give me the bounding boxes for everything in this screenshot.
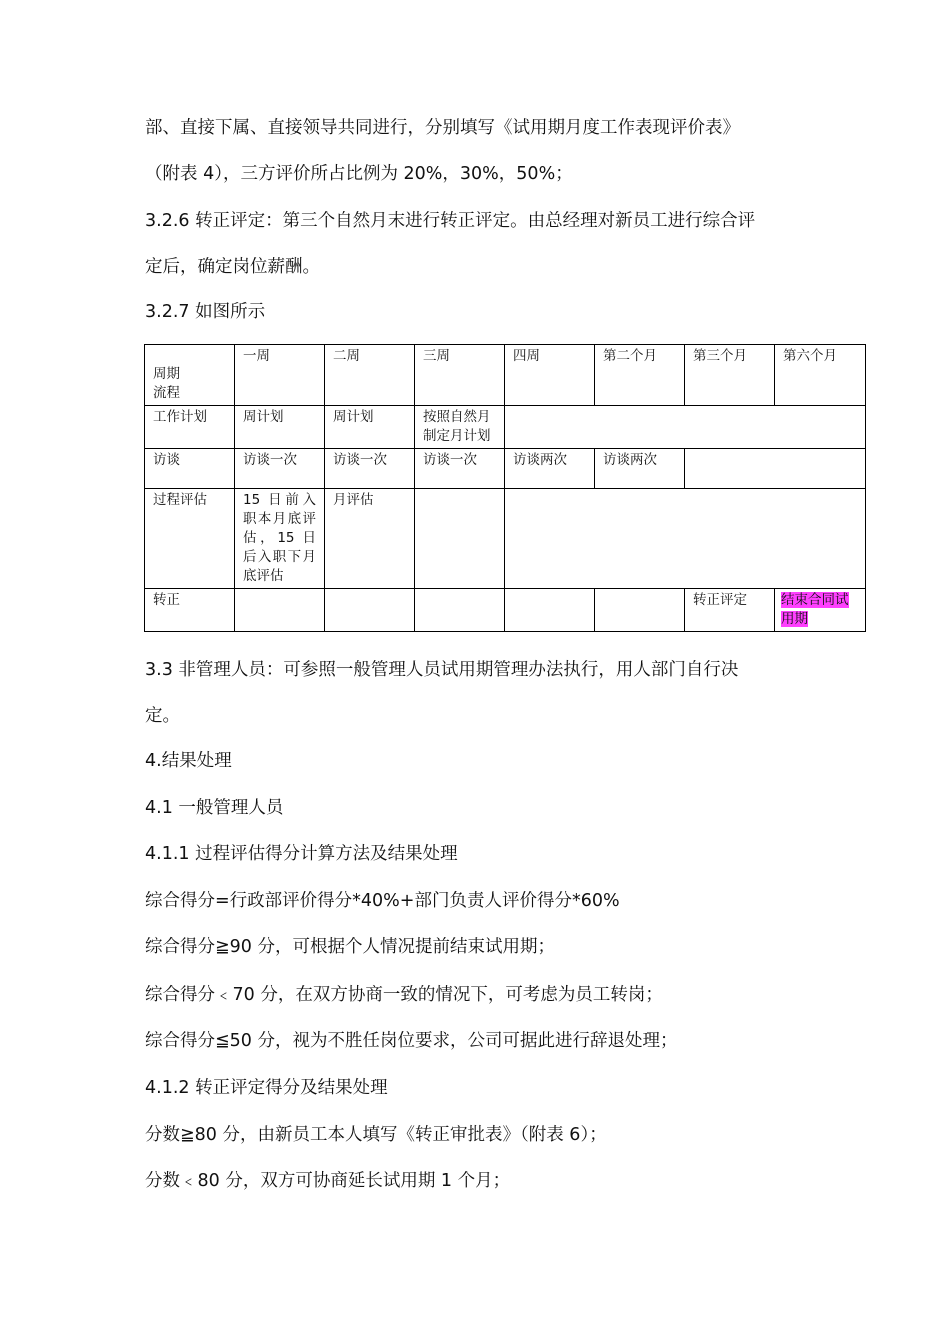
cell-plan-week-3 <box>415 406 505 449</box>
cell-assess-week-2: 月评估 <box>325 489 415 589</box>
header-week-2: 二周 <box>325 345 415 406</box>
paragraph-score-90: 综合得分≧90 分，可根据个人情况提前结束试用期； <box>145 937 555 957</box>
table-header-row <box>145 345 866 406</box>
paragraph-evaluation-parties: 部、直接下属、直接领导共同进行，分别填写《试用期月度工作表现评价表》 <box>145 118 740 138</box>
paragraph-3-3-cont: 定。 <box>145 706 180 726</box>
table-row-regularization <box>145 589 866 632</box>
cell-assess-week-1-line2: 职本月底评 <box>243 511 316 527</box>
corner-period-label: 周期 <box>153 366 180 382</box>
table-row-process-assessment <box>145 489 866 589</box>
cell-assess-week-1-line1: 15 日前入 <box>243 492 316 508</box>
header-month-2: 第二个月 <box>595 345 685 406</box>
cell-assess-week-1-line4: 后入职下月 <box>243 549 316 565</box>
cell-assess-week-1-line3: 估，15 日 <box>243 530 316 546</box>
row-label-work-plan: 工作计划 <box>145 406 235 449</box>
cell-assess-week-3 <box>415 489 505 589</box>
heading-4-1-general-managers: 4.1 一般管理人员 <box>145 798 284 818</box>
paragraph-score-50: 综合得分≦50 分，视为不胜任岗位要求，公司可据此进行辞退处理； <box>145 1031 678 1051</box>
header-week-1: 一周 <box>235 345 325 406</box>
paragraph-evaluation-ratio: （附表 4），三方评价所占比例为 20%，30%，50%； <box>145 164 573 184</box>
header-month-3: 第三个月 <box>685 345 775 406</box>
heading-4-1-1: 4.1.1 过程评估得分计算方法及结果处理 <box>145 844 458 864</box>
cell-plan-week-1: 周计划 <box>235 406 325 449</box>
row-label-process-assessment: 过程评估 <box>145 489 235 589</box>
highlight-end-contract-line1: 结束合同试 <box>781 592 849 608</box>
table-row-work-plan <box>145 406 866 449</box>
paragraph-score-80-above: 分数≧80 分，由新员工本人填写《转正审批表》（附表 6）； <box>145 1125 607 1145</box>
cell-interview-week-4: 访谈两次 <box>505 449 595 489</box>
cell-plan-week-3-line1: 按照自然月 <box>423 409 491 425</box>
cell-regular-week-1 <box>235 589 325 632</box>
cell-regular-week-3 <box>415 589 505 632</box>
row-label-regularization: 转正 <box>145 589 235 632</box>
paragraph-3-2-7: 3.2.7 如图所示 <box>145 302 266 322</box>
cell-assess-week-1 <box>235 489 325 589</box>
cell-assess-week-1-line5: 底评估 <box>243 568 284 584</box>
cell-regular-week-2 <box>325 589 415 632</box>
paragraph-score-80-below: 分数﹤80 分，双方可协商延长试用期 1 个月； <box>145 1171 511 1191</box>
cell-interview-month-2: 访谈两次 <box>595 449 685 489</box>
corner-header-cell <box>145 345 235 406</box>
corner-process-label: 流程 <box>153 385 180 401</box>
paragraph-3-2-6: 3.2.6 转正评定：第三个自然月末进行转正评定。由总经理对新员工进行综合评 <box>145 211 756 231</box>
paragraph-score-formula: 综合得分=行政部评价得分*40%+部门负责人评价得分*60% <box>145 891 620 911</box>
paragraph-score-70: 综合得分﹤70 分，在双方协商一致的情况下，可考虑为员工转岗； <box>145 985 663 1005</box>
highlight-end-contract-line2: 用期 <box>781 611 808 627</box>
probation-flow-table <box>144 344 866 632</box>
heading-4-1-2: 4.1.2 转正评定得分及结果处理 <box>145 1078 388 1098</box>
paragraph-3-3: 3.3 非管理人员：可参照一般管理人员试用期管理办法执行，用人部门自行决 <box>145 660 739 680</box>
cell-plan-merged-empty <box>505 406 866 449</box>
cell-interview-week-3: 访谈一次 <box>415 449 505 489</box>
cell-assess-merged-empty <box>505 489 866 589</box>
table-row-interview <box>145 449 866 489</box>
heading-4-result-handling: 4.结果处理 <box>145 751 232 771</box>
cell-regular-week-4 <box>505 589 595 632</box>
header-month-6: 第六个月 <box>775 345 866 406</box>
header-week-3: 三周 <box>415 345 505 406</box>
cell-plan-week-2: 周计划 <box>325 406 415 449</box>
cell-interview-week-2: 访谈一次 <box>325 449 415 489</box>
header-week-4: 四周 <box>505 345 595 406</box>
cell-interview-merged-empty <box>685 449 866 489</box>
paragraph-3-2-6-cont: 定后，确定岗位薪酬。 <box>145 257 320 277</box>
cell-regular-month-3: 转正评定 <box>685 589 775 632</box>
row-label-interview: 访谈 <box>145 449 235 489</box>
cell-regular-month-6 <box>775 589 866 632</box>
cell-regular-month-2 <box>595 589 685 632</box>
cell-interview-week-1: 访谈一次 <box>235 449 325 489</box>
cell-plan-week-3-line2: 制定月计划 <box>423 428 491 444</box>
